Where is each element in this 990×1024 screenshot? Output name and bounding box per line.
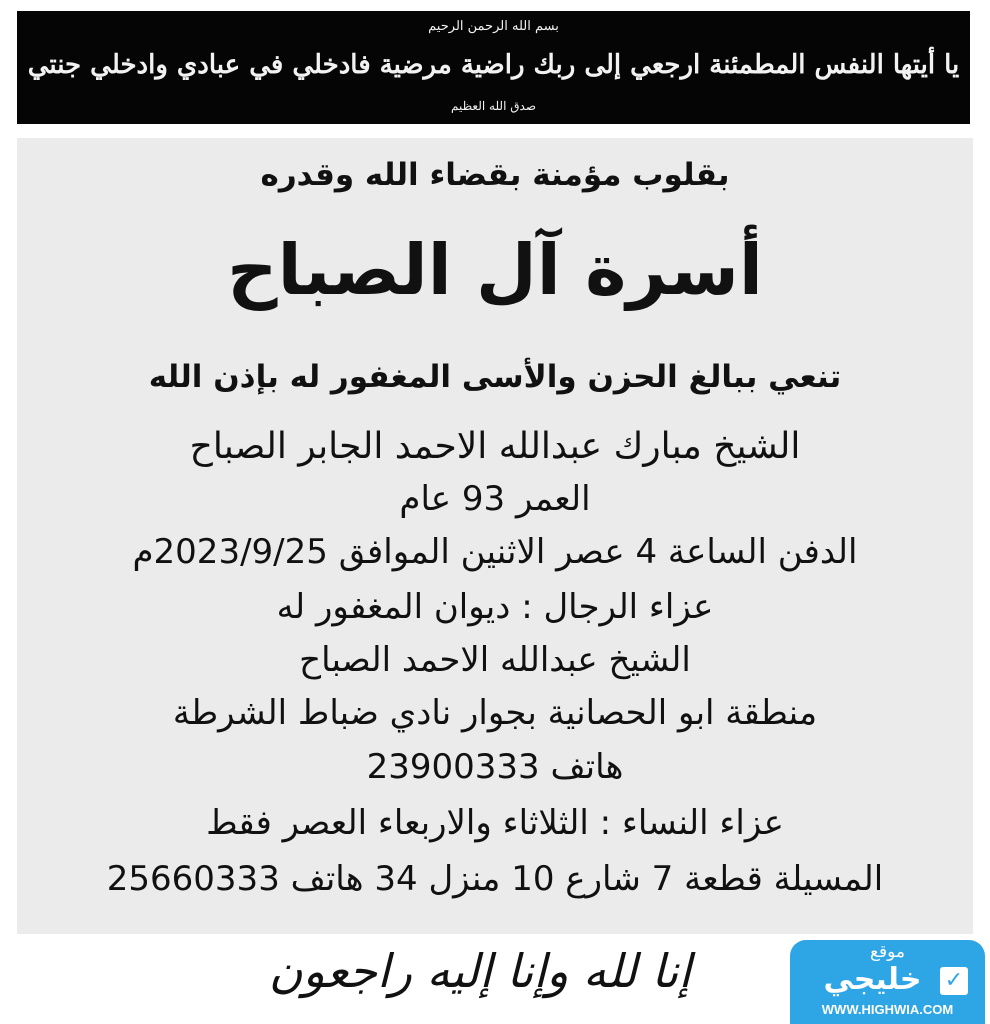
deceased-name: الشيخ مبارك عبدالله الاحمد الجابر الصباح bbox=[189, 426, 801, 467]
burial-line: الدفن الساعة 4 عصر الاثنين الموافق 2023/9/25م bbox=[132, 532, 858, 572]
women-condolence-line: عزاء النساء : الثلاثاء والاربعاء العصر فقط bbox=[206, 803, 784, 843]
basmala: بسم الله الرحمن الرحيم bbox=[428, 19, 559, 34]
verse-banner bbox=[17, 11, 970, 124]
obituary-panel bbox=[17, 138, 973, 934]
women-location-line: المسيلة قطعة 7 شارع 10 منزل 34 هاتف 25660333 bbox=[106, 859, 884, 899]
watermark-logo bbox=[790, 940, 985, 1024]
check-icon: ✓ bbox=[940, 967, 968, 995]
men-phone-line: هاتف 23900333 bbox=[366, 747, 624, 787]
age-line: العمر 93 عام bbox=[399, 479, 591, 519]
men-host-line: الشيخ عبدالله الاحمد الصباح bbox=[299, 640, 691, 680]
quran-verse: يا أيتها النفس المطمئنة ارجعي إلى ربك راضية مرضية فادخلي في عبادي وادخلي جنتي bbox=[27, 50, 960, 80]
watermark-line1: موقع bbox=[869, 942, 906, 962]
men-condolence-line: عزاء الرجال : ديوان المغفور له bbox=[276, 587, 714, 627]
watermark-line2: خليجي bbox=[823, 962, 922, 997]
intro-line: بقلوب مؤمنة بقضاء الله وقدره bbox=[260, 157, 730, 193]
bottom-verse-calligraphy: إنا لله وإنا إليه راجعون bbox=[268, 944, 692, 998]
announcement-line: تنعي ببالغ الحزن والأسى المغفور له بإذن الله bbox=[148, 359, 842, 395]
family-name-heading: أسرة آل الصباح bbox=[227, 229, 763, 311]
men-location-line: منطقة ابو الحصانية بجوار نادي ضباط الشرطة bbox=[172, 693, 818, 733]
verse-closing: صدق الله العظيم bbox=[450, 99, 537, 113]
watermark-url: WWW.HIGHWIA.COM bbox=[821, 1002, 954, 1017]
